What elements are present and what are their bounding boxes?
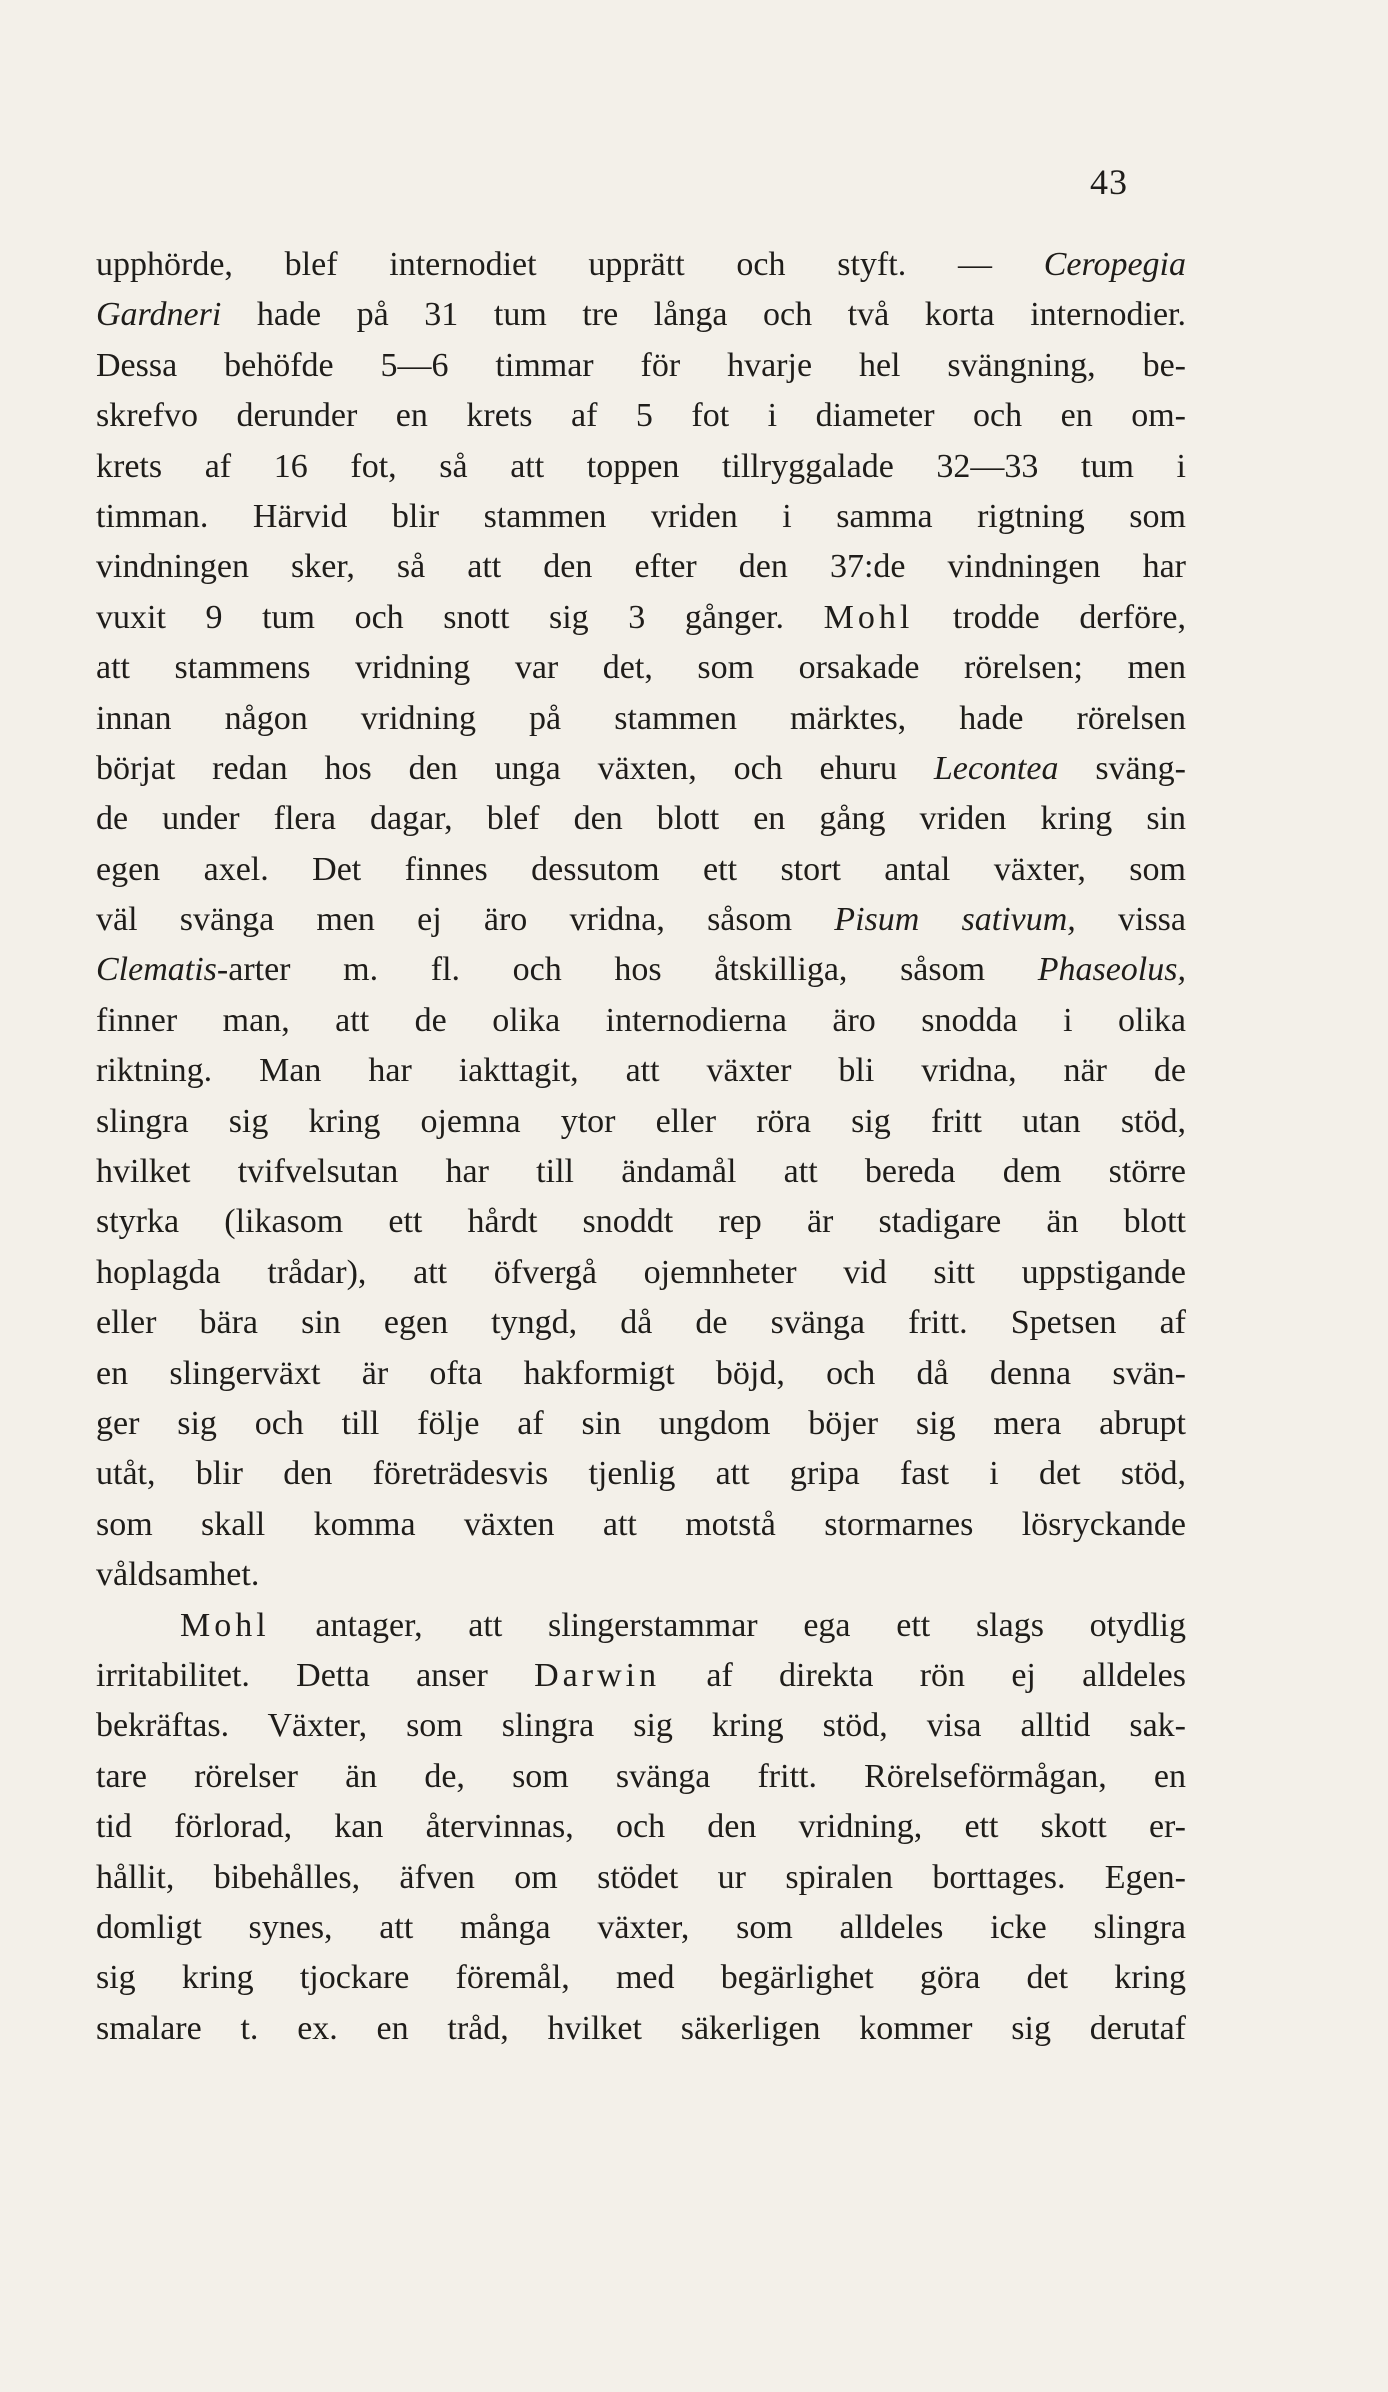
text-segment: trodde derföre, [913, 598, 1186, 636]
text-line [96, 643, 1186, 693]
text-segment: tare rörelser än de, som svänga fritt. Rörelseförmågan, en [96, 1757, 1186, 1795]
text-segment: hvilket tvifvelsutan har till ändamål att bereda dem större [96, 1153, 1186, 1191]
text-line [96, 845, 1186, 895]
text-line [96, 1449, 1186, 1499]
italic-term: Gardneri [96, 296, 222, 334]
text-segment: vindningen sker, så att den efter den 37:de vindningen har [96, 548, 1186, 586]
text-line [96, 1399, 1186, 1449]
text-line [96, 442, 1186, 492]
text-line [96, 240, 1186, 290]
text-segment: hoplagda trådar), att öfvergå ojemnheter vid sitt uppstigande [96, 1253, 1186, 1291]
text-line [96, 1853, 1186, 1903]
text-line [96, 1701, 1186, 1751]
text-line [96, 744, 1186, 794]
text-line [96, 895, 1186, 945]
text-segment: sväng- [1058, 749, 1186, 787]
text-segment: vuxit 9 tum och snott sig 3 gånger. [96, 598, 824, 636]
text-segment: egen axel. Det finnes dessutom ett stort antal växter, som [96, 850, 1186, 888]
text-segment: upphörde, blef internodiet upprätt och styft. — [96, 246, 1044, 283]
text-line [96, 1298, 1186, 1348]
text-segment: slingra sig kring ojemna ytor eller röra sig fritt utan stöd, [96, 1102, 1186, 1140]
text-segment: som skall komma växten att motstå stormarnes lösryckande [96, 1505, 1186, 1543]
text-line [96, 1147, 1186, 1197]
text-line [96, 945, 1186, 995]
spaced-name: Darwin [534, 1656, 661, 1694]
text-segment: sig kring tjockare föremål, med begärlighet göra det kring [96, 1959, 1186, 1997]
text-line [96, 1248, 1186, 1298]
italic-term: Lecontea [933, 749, 1059, 787]
text-line [96, 1046, 1186, 1096]
text-line [96, 341, 1186, 391]
page-number: 43 [1090, 162, 1128, 202]
text-line [96, 1500, 1186, 1550]
text-line [96, 1601, 1186, 1651]
text-line [96, 1953, 1186, 2003]
text-segment: väl svänga men ej äro vridna, såsom [96, 901, 835, 939]
text-segment: vissa [1075, 901, 1186, 939]
text-line [96, 542, 1186, 592]
text-line [96, 593, 1186, 643]
text-line [96, 391, 1186, 441]
text-segment: en slingerväxt är ofta hakformigt böjd, och då denna svän- [96, 1354, 1186, 1392]
text-segment: styrka (likasom ett hårdt snoddt rep är stadigare än blott [96, 1203, 1186, 1241]
text-segment: antager, att slingerstammar ega ett slags otydlig [269, 1606, 1186, 1644]
text-segment: att stammens vridning var det, som orsakade rörelsen; men [96, 649, 1186, 687]
body-text [96, 240, 1186, 2054]
text-line [96, 492, 1186, 542]
italic-term: Pisum sativum, [834, 901, 1076, 939]
text-segment: Dessa behöfde 5—6 timmar för hvarje hel svängning, be- [96, 346, 1186, 384]
italic-term: Ceropegia [1043, 246, 1186, 283]
text-line [96, 2004, 1186, 2054]
text-segment: ger sig och till följe af sin ungdom böjer sig mera abrupt [96, 1404, 1186, 1442]
text-segment: bekräftas. Växter, som slingra sig kring stöd, visa alltid sak- [96, 1707, 1186, 1745]
text-segment: eller bära sin egen tyngd, då de svänga fritt. Spetsen af [96, 1304, 1186, 1342]
text-line [96, 1903, 1186, 1953]
italic-term: Clematis [96, 951, 217, 989]
text-segment: irritabilitet. Detta anser [96, 1656, 535, 1694]
italic-term: Phaseolus, [1037, 951, 1186, 989]
spaced-name: Mohl [180, 1606, 270, 1644]
text-segment: våldsamhet. [96, 1556, 260, 1594]
text-segment: skrefvo derunder en krets af 5 fot i diameter och en om- [96, 397, 1186, 435]
text-line [96, 1651, 1186, 1701]
text-segment: de under flera dagar, blef den blott en gång vriden kring sin [96, 800, 1186, 838]
spaced-name: Mohl [823, 598, 914, 636]
text-line [96, 1097, 1186, 1147]
text-line [96, 694, 1186, 744]
text-segment: tid förlorad, kan återvinnas, och den vridning, ett skott er- [96, 1808, 1186, 1846]
text-line [96, 290, 1186, 340]
text-segment: innan någon vridning på stammen märktes, hade rörelsen [96, 699, 1186, 737]
text-line [96, 1197, 1186, 1247]
text-line [96, 1752, 1186, 1802]
text-line [96, 996, 1186, 1046]
text-line [96, 1802, 1186, 1852]
text-segment: utåt, blir den företrädesvis tjenlig att gripa fast i det stöd, [96, 1455, 1186, 1493]
text-line [96, 794, 1186, 844]
text-segment: krets af 16 fot, så att toppen tillryggalade 32—33 tum i [96, 447, 1186, 485]
text-segment: -arter m. fl. och hos åtskilliga, såsom [216, 951, 1038, 989]
text-segment: timman. Härvid blir stammen vriden i samma rigtning som [96, 497, 1186, 535]
text-segment: riktning. Man har iakttagit, att växter bli vridna, när de [96, 1052, 1186, 1090]
text-segment: smalare t. ex. en tråd, hvilket säkerligen kommer sig derutaf [96, 2009, 1186, 2047]
text-segment: finner man, att de olika internodierna äro snodda i olika [96, 1001, 1186, 1039]
text-line [96, 1550, 1186, 1600]
text-segment: hållit, bibehålles, äfven om stödet ur spiralen borttages. Egen- [96, 1858, 1186, 1896]
text-segment: domligt synes, att många växter, som alldeles icke slingra [96, 1908, 1186, 1946]
text-segment: af direkta rön ej alldeles [660, 1656, 1186, 1694]
text-segment: börjat redan hos den unga växten, och ehuru [96, 749, 934, 787]
text-segment: hade på 31 tum tre långa och två korta internodier. [221, 296, 1186, 334]
text-line [96, 1349, 1186, 1399]
